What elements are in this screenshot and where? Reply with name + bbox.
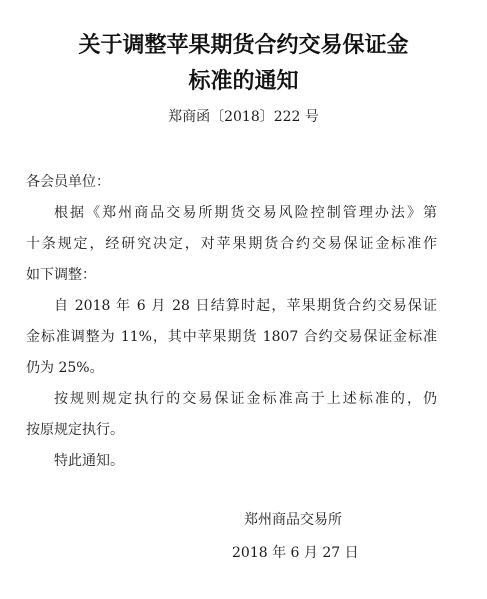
document-number: 郑商函〔2018〕222 号 — [168, 109, 319, 125]
paragraph-2-line-3: 仍为 25%。 — [26, 360, 104, 376]
paragraph-2-line-2: 金标准调整为 11%，其中苹果期货 1807 合约交易保证金标准 — [26, 329, 437, 345]
paragraph-4-line-1: 特此通知。 — [54, 453, 124, 469]
signature-date: 2018 年 6 月 27 日 — [232, 545, 359, 561]
paragraph-2-line-1: 自 2018 年 6 月 28 日结算时起，苹果期货合约交易保证 — [54, 298, 437, 314]
document-title-line-1: 关于调整苹果期货合约交易保证金 — [78, 33, 409, 58]
paragraph-1-line-2: 十条规定，经研究决定，对苹果期货合约交易保证金标准作 — [26, 236, 437, 252]
paragraph-3-line-2: 按原规定执行。 — [26, 422, 124, 438]
salutation: 各会员单位： — [26, 174, 110, 190]
document-title-line-2: 标准的通知 — [188, 69, 299, 94]
paragraph-1-line-3: 如下调整： — [26, 267, 96, 283]
paragraph-1-line-1: 根据《郑州商品交易所期货交易风险控制管理办法》第 — [54, 205, 437, 221]
signature-organization: 郑州商品交易所 — [244, 512, 342, 528]
paragraph-3-line-1: 按规则规定执行的交易保证金标准高于上述标准的，仍 — [54, 391, 437, 407]
